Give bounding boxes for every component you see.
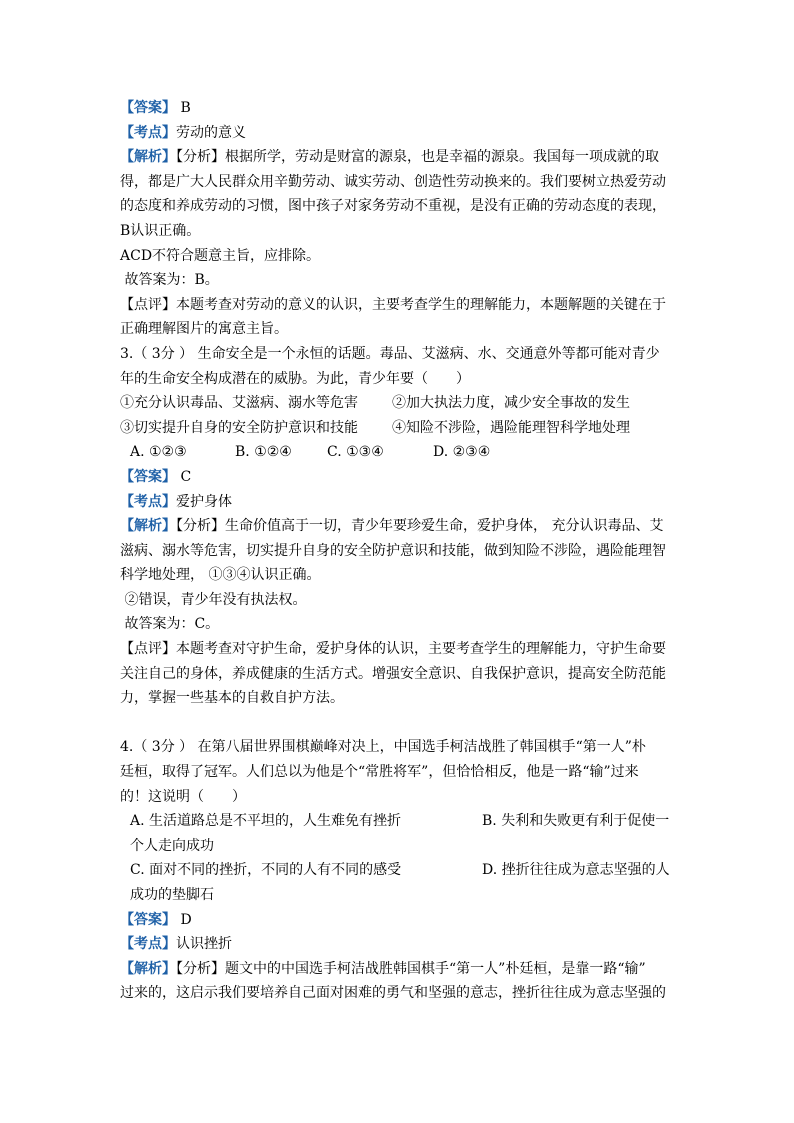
comment-text: 本题考查对劳动的意义的认识，主要考查学生的理解能力，本题解题的关键在于	[176, 296, 666, 313]
q3-option-c[interactable]: C. ①③④	[327, 444, 384, 461]
topic-tag: 【考点】	[120, 936, 176, 953]
q3-analysis-line: 滋病、溺水等危害，切实提升自身的安全防护意识和技能，做到知险不涉险，遇险能理智	[120, 542, 666, 559]
q4-option-a[interactable]: A. 生活道路总是不平坦的，人生难免有挫折	[130, 813, 402, 830]
analysis-text: 【分析】根据所学，劳动是财富的源泉，也是幸福的源泉。我国每一项成就的取	[176, 149, 659, 166]
q2-comment-line: 正确理解图片的寓意主旨。	[120, 321, 288, 338]
topic-value: 劳动的意义	[176, 124, 246, 141]
answer-value: B	[180, 100, 191, 116]
q3-stem-line: 3.（ 3分 ） 生命安全是一个永恒的话题。毒品、艾滋病、水、交通意外等都可能对青少	[120, 345, 660, 362]
q4-options-row	[120, 858, 680, 883]
q3-answer-line	[120, 465, 680, 490]
document-content	[120, 96, 680, 1006]
q4-option-continuation: 成功的垫脚石	[130, 887, 214, 903]
topic-value: 认识挫折	[176, 936, 232, 953]
q4-option-d[interactable]: D. 挫折往往成为意志坚强的人	[482, 862, 670, 879]
q2-analysis-line: 故答案为：B。	[120, 272, 219, 289]
analysis-tag: 【解析】	[120, 149, 176, 166]
q3-item: ①充分认识毒品、艾滋病、溺水等危害	[120, 395, 358, 412]
q4-analysis-line: 过来的，这启示我们要培养自己面对困难的勇气和坚强的意志，挫折往往成为意志坚强的	[120, 985, 666, 1002]
q2-comment-line	[120, 293, 680, 318]
q3-topic-line	[120, 490, 680, 515]
answer-tag: 【答案】	[120, 468, 176, 485]
q4-answer-line	[120, 908, 680, 933]
q3-analysis-line: 科学地处理， ①③④认识正确。	[120, 567, 321, 584]
analysis-text: 【分析】题文中的中国选手柯洁战胜韩国棋手“第一人”朴廷桓，是靠一路“输”	[176, 960, 646, 977]
q4-stem-line: 廷桓，取得了冠军。人们总以为他是个“常胜将军”，但恰恰相反，他是一路“输”过来	[120, 764, 639, 781]
topic-tag: 【考点】	[120, 493, 176, 510]
q4-option-b[interactable]: B. 失利和失败更有利于促使一	[482, 813, 670, 830]
q2-analysis-line: B认识正确。	[120, 222, 201, 239]
q3-option-b[interactable]: B. ①②④	[235, 444, 292, 461]
answer-tag: 【答案】	[120, 100, 176, 116]
q4-topic-line	[120, 932, 680, 957]
answer-value: D	[180, 911, 192, 928]
analysis-tag: 【解析】	[120, 960, 176, 977]
q4-stem-line: 的！这说明（ ）	[120, 788, 246, 805]
q3-analysis-line: 故答案为：C。	[120, 616, 220, 633]
q3-comment-line: 力，掌握一些基本的自救自护方法。	[120, 690, 344, 707]
q3-item: ④知险不涉险，遇险能理智科学地处理	[392, 419, 630, 436]
q2-analysis-line: ACD不符合题意主旨，应排除。	[120, 247, 321, 264]
blank-line	[120, 711, 680, 736]
q4-option-c[interactable]: C. 面对不同的挫折，不同的人有不同的感受	[130, 862, 402, 879]
q4-options-row	[120, 809, 680, 834]
q4-options-row	[120, 883, 680, 908]
answer-value: C	[180, 468, 192, 485]
analysis-text: 【分析】生命价值高于一切，青少年要珍爱生命，爱护身体， 充分认识毒品、艾	[176, 518, 664, 535]
topic-tag: 【考点】	[120, 124, 176, 141]
q3-item: ③切实提升自身的安全防护意识和技能	[120, 419, 358, 436]
q2-analysis-line: 的态度和养成劳动的习惯，图中孩子对家务劳动不重视，是没有正确的劳动态度的表现，	[120, 198, 666, 215]
q4-stem-line: 4.（ 3分 ） 在第八届世界围棋巅峰对决上，中国选手柯洁战胜了韩国棋手“第一人”朴	[120, 739, 646, 756]
q3-item: ②加大执法力度，减少安全事故的发生	[392, 395, 630, 412]
q4-option-continuation: 个人走向成功	[130, 837, 214, 854]
q3-options-row	[120, 440, 680, 465]
q2-topic-line	[120, 121, 680, 146]
q3-option-a[interactable]: A. ①②③	[130, 444, 187, 461]
q3-option-d[interactable]: D. ②③④	[433, 444, 491, 461]
q3-comment-line: 【点评】本题考查对守护生命，爱护身体的认识，主要考查学生的理解能力，守护生命要	[120, 641, 666, 658]
q3-analysis-line	[120, 514, 680, 539]
comment-tag: 【点评】	[120, 296, 176, 313]
q4-options-row	[120, 834, 680, 859]
q2-answer-line	[120, 96, 680, 121]
q4-analysis-line	[120, 957, 680, 982]
q2-analysis-line: 得，都是广大人民群众用辛勤劳动、诚实劳动、创造性劳动换来的。我们要树立热爱劳动	[120, 173, 666, 190]
q3-items-row	[120, 391, 680, 416]
answer-tag: 【答案】	[120, 911, 176, 928]
q3-stem-line: 年的生命安全构成潜在的威胁。为此，青少年要（ ）	[120, 370, 470, 387]
q3-comment-line: 关注自己的身体，养成健康的生活方式。增强安全意识、自我保护意识，提高安全防范能	[120, 665, 666, 682]
q3-items-row	[120, 416, 680, 441]
q2-analysis-line	[120, 145, 680, 170]
analysis-tag: 【解析】	[120, 518, 176, 535]
q3-analysis-line: ②错误，青少年没有执法权。	[120, 591, 307, 608]
topic-value: 爱护身体	[176, 493, 232, 510]
